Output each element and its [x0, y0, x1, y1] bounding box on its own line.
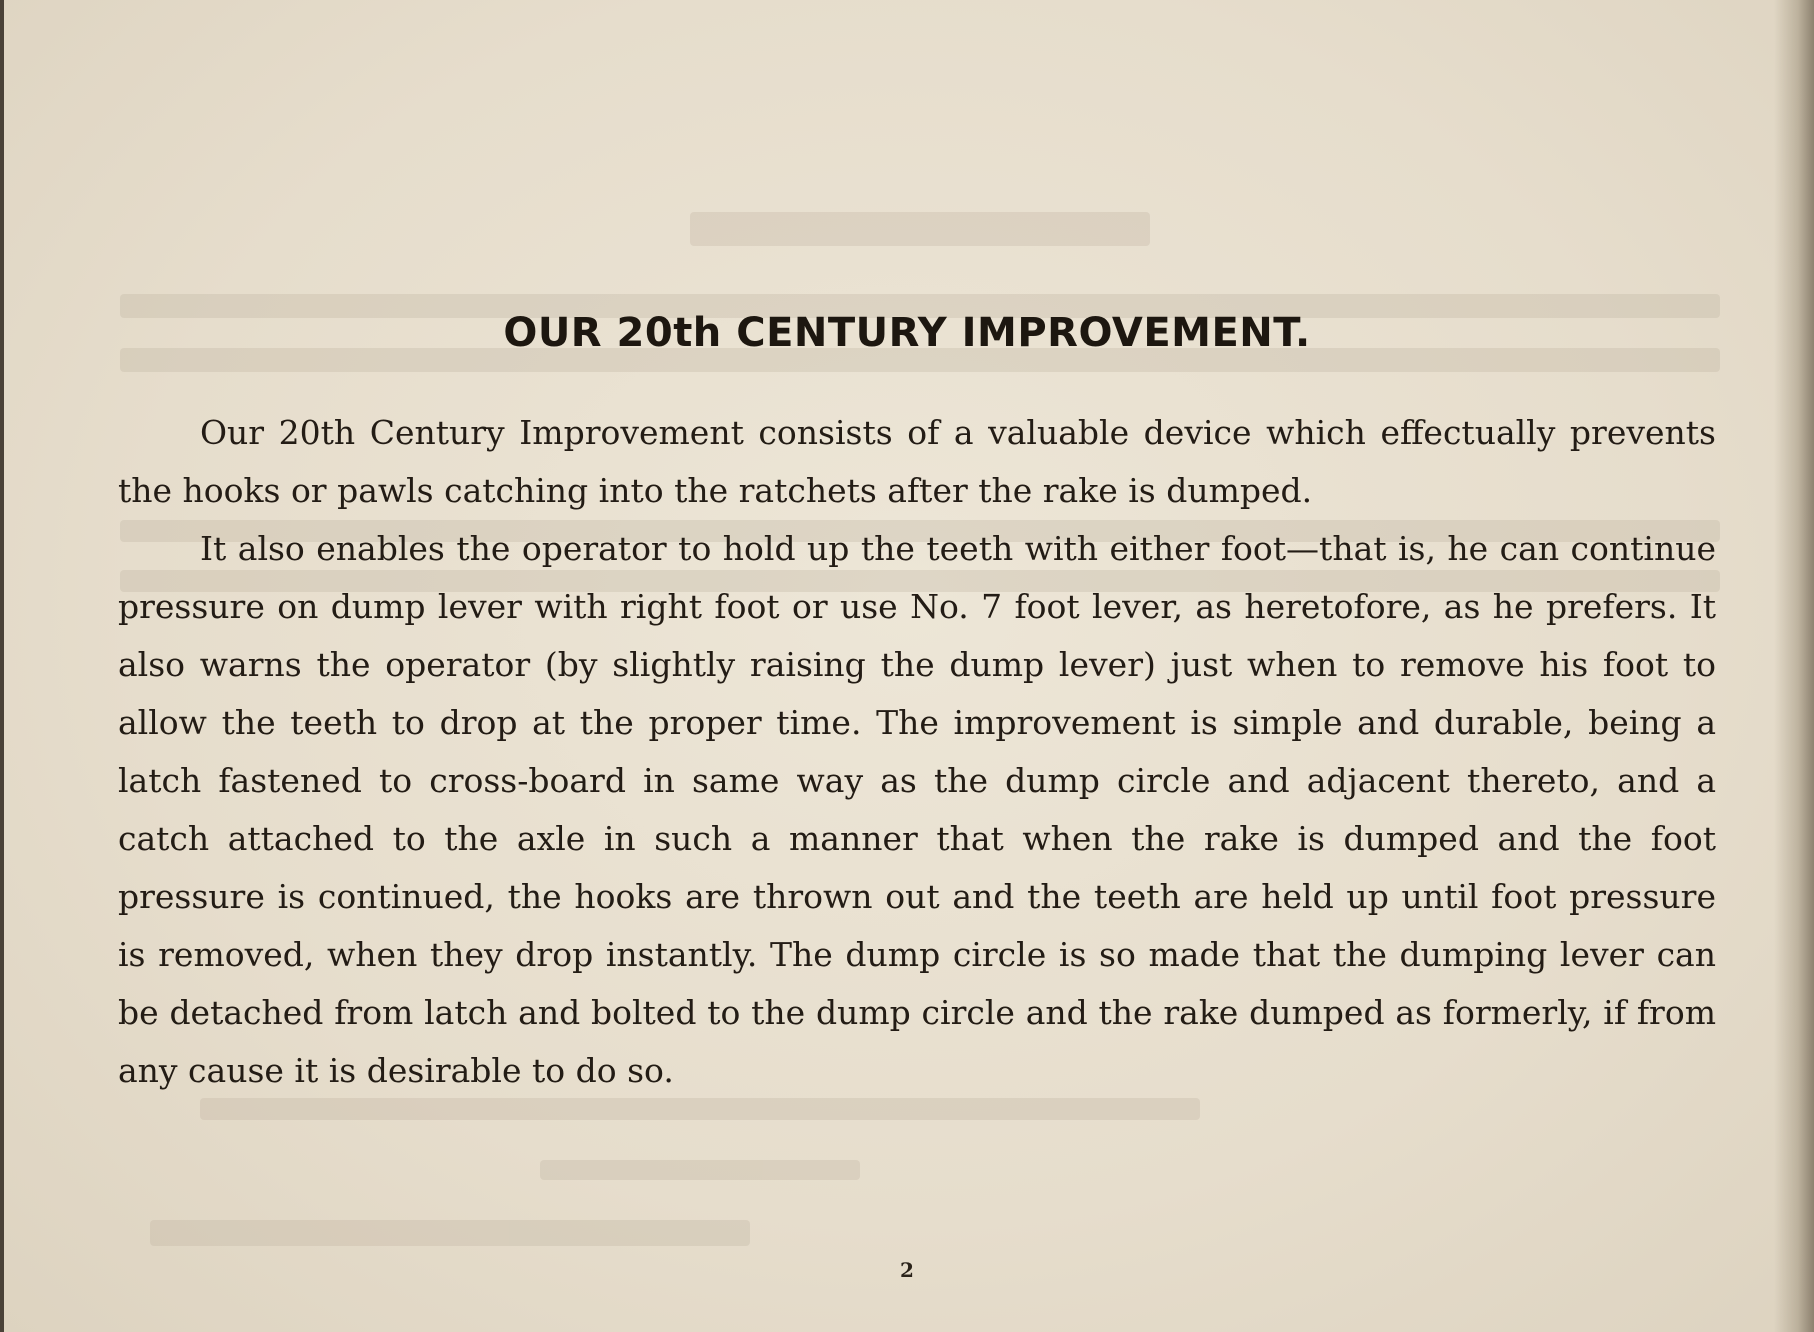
page-number: 2: [900, 1258, 914, 1282]
paragraph-2: It also enables the operator to hold up the teeth with either foot—that is, he can continue pressure on dump lever with right foot or use No. 7 foot lever, as heretofore, as he prefers. It also warns the operator (by slightly raising the dump lever) just when to remove his foot to allow the teeth to drop at the proper time. The improvement is simple and durable, being a latch fastened to cross-board in same way as the dump circle and adjacent thereto, and a catch attached to the axle in such a manner that when the rake is dumped and the foot pressure is continued, the hooks are thrown out and the teeth are held up until foot pressure is removed, when they drop instantly. The dump circle is so made that the dumping lever can be detached from latch and bolted to the dump circle and the rake dumped as formerly, if from any cause it is desirable to do so.: [118, 529, 1716, 1090]
faint-bleed-line: [150, 1220, 750, 1246]
body-text: [118, 404, 1716, 1100]
faint-bleed-line: [200, 1098, 1200, 1120]
faint-bleed-line: [540, 1160, 860, 1180]
page-title: OUR 20th CENTURY IMPROVEMENT.: [503, 310, 1311, 356]
faint-bleed-line: [690, 212, 1150, 246]
paragraph-1: Our 20th Century Improvement consists of a valuable device which effectually prevents the hooks or pawls catching into the ratchets after the rake is dumped.: [118, 413, 1716, 510]
